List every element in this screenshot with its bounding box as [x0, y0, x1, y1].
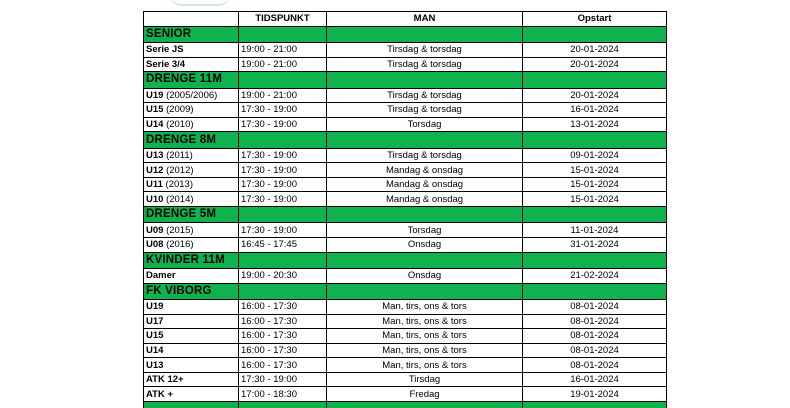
start-date-cell: 15-01-2024 [523, 163, 667, 178]
time-cell: 19:00 - 21:00 [239, 88, 327, 103]
table-row [144, 148, 667, 163]
start-date-cell: 20-01-2024 [523, 88, 667, 103]
team-cell [144, 314, 239, 329]
next-section-row-partial [144, 401, 667, 408]
team-cell [144, 238, 239, 253]
days-cell: Man, tirs, ons & tors [327, 329, 523, 344]
team-cell [144, 329, 239, 344]
team-cell [144, 358, 239, 373]
table-row [144, 88, 667, 103]
team-cell [144, 148, 239, 163]
team-name: Serie JS [146, 44, 184, 56]
start-date-cell: 16-01-2024 [523, 372, 667, 387]
table-row [144, 57, 667, 72]
section-fill-cell [523, 283, 667, 300]
section-header-row [144, 72, 667, 89]
time-cell: 17:30 - 19:00 [239, 117, 327, 132]
team-cell [144, 269, 239, 284]
start-date-cell: 08-01-2024 [523, 329, 667, 344]
section-fill-cell [327, 252, 523, 269]
start-date-cell: 20-01-2024 [523, 57, 667, 72]
start-date-cell: 31-01-2024 [523, 238, 667, 253]
team-name: U14 [146, 345, 164, 357]
time-cell: 19:00 - 20:30 [239, 269, 327, 284]
section-fill-cell [239, 252, 327, 269]
time-cell: 16:00 - 17:30 [239, 343, 327, 358]
section-fill-cell [239, 72, 327, 89]
team-cell [144, 223, 239, 238]
team-cell [144, 343, 239, 358]
table-row [144, 314, 667, 329]
header-row [144, 12, 667, 27]
section-header-row [144, 252, 667, 269]
days-cell: Tirsdag & torsdag [327, 148, 523, 163]
team-name: U19 [146, 89, 164, 101]
time-cell: 17:30 - 19:00 [239, 192, 327, 207]
table-row [144, 238, 667, 253]
table-row [144, 372, 667, 387]
section-fill-cell [327, 206, 523, 223]
team-cell [144, 372, 239, 387]
table-row [144, 103, 667, 118]
team-name: U10 [146, 193, 164, 205]
start-date-cell: 21-02-2024 [523, 269, 667, 284]
team-birth-year: (2016) [163, 239, 194, 251]
team-birth-year: (2010) [163, 119, 194, 130]
start-date-cell: 19-01-2024 [523, 387, 667, 402]
team-cell [144, 117, 239, 132]
team-cell [144, 192, 239, 207]
time-cell: 16:00 - 17:30 [239, 300, 327, 315]
section-fill-cell [523, 132, 667, 149]
section-fill-cell [523, 252, 667, 269]
table-row [144, 343, 667, 358]
section-fill-cell [239, 132, 327, 149]
time-cell: 17:30 - 19:00 [239, 103, 327, 118]
start-date-cell: 08-01-2024 [523, 314, 667, 329]
days-cell: Tirsdag & torsdag [327, 88, 523, 103]
schedule-body [144, 26, 667, 408]
time-cell: 17:30 - 19:00 [239, 163, 327, 178]
section-fill-cell [239, 206, 327, 223]
days-cell: Man, tirs, ons & tors [327, 300, 523, 315]
team-cell [144, 57, 239, 72]
days-cell: Mandag & onsdag [327, 163, 523, 178]
table-row [144, 300, 667, 315]
team-cell [144, 163, 239, 178]
training-schedule-table [143, 11, 667, 408]
time-cell: 16:00 - 17:30 [239, 358, 327, 373]
section-title: DRENGE 11M [144, 72, 239, 89]
team-name: U15 [146, 330, 164, 342]
days-cell: Torsdag [327, 117, 523, 132]
team-birth-year: (2012) [163, 164, 194, 176]
table-row [144, 192, 667, 207]
team-name: ATK 12+ [146, 374, 184, 386]
team-cell [144, 300, 239, 315]
team-name: U11 [146, 179, 163, 191]
time-cell: 17:30 - 19:00 [239, 148, 327, 163]
section-fill-cell [239, 283, 327, 300]
days-cell: Torsdag [327, 223, 523, 238]
team-name: Serie 3/4 [146, 58, 186, 70]
days-cell: Tirsdag & torsdag [327, 103, 523, 118]
section-title: DRENGE 8M [144, 132, 239, 149]
table-row [144, 329, 667, 344]
team-name: U08 [146, 239, 164, 251]
start-date-cell: 20-01-2024 [523, 43, 667, 58]
table-row [144, 43, 667, 58]
section-title: DRENGE 5M [144, 206, 239, 223]
days-cell: Tirsdag & torsdag [327, 43, 523, 58]
section-fill-cell [327, 132, 523, 149]
team-cell [144, 88, 239, 103]
time-cell: 19:00 - 21:00 [239, 43, 327, 58]
section-fill-cell [239, 401, 327, 408]
team-birth-year: (2009) [163, 104, 194, 116]
start-date-cell: 15-01-2024 [523, 177, 667, 192]
start-date-cell: 16-01-2024 [523, 103, 667, 118]
section-fill-cell [327, 72, 523, 89]
header-team [144, 12, 239, 27]
section-title: SENIOR [144, 26, 239, 43]
section-fill-cell [144, 401, 239, 408]
logo-arc-decoration [170, 0, 230, 6]
section-header-row [144, 132, 667, 149]
start-date-cell: 08-01-2024 [523, 343, 667, 358]
start-date-cell: 11-01-2024 [523, 223, 667, 238]
days-cell: Onsdag [327, 269, 523, 284]
start-date-cell: 08-01-2024 [523, 358, 667, 373]
time-cell: 17:30 - 19:00 [239, 372, 327, 387]
header-start: Opstart [523, 12, 667, 27]
time-cell: 16:45 - 17:45 [239, 238, 327, 253]
team-cell [144, 177, 239, 192]
days-cell: Tirsdag & torsdag [327, 57, 523, 72]
team-cell [144, 387, 239, 402]
team-birth-year: (2014) [163, 193, 194, 205]
section-fill-cell [239, 26, 327, 43]
time-cell: 19:00 - 21:00 [239, 57, 327, 72]
team-name: U09 [146, 224, 164, 236]
section-header-row [144, 26, 667, 43]
time-cell: 16:00 - 17:30 [239, 314, 327, 329]
team-birth-year: (2011) [163, 150, 193, 162]
header-days: MAN [327, 12, 523, 27]
section-fill-cell [327, 283, 523, 300]
section-fill-cell [327, 401, 523, 408]
days-cell: Man, tirs, ons & tors [327, 358, 523, 373]
days-cell: Man, tirs, ons & tors [327, 343, 523, 358]
table-row [144, 163, 667, 178]
team-name: Damer [146, 270, 176, 282]
days-cell: Tirsdag [327, 372, 523, 387]
days-cell: Onsdag [327, 238, 523, 253]
table-row [144, 387, 667, 402]
table-row [144, 358, 667, 373]
time-cell: 17:30 - 19:00 [239, 223, 327, 238]
days-cell: Man, tirs, ons & tors [327, 314, 523, 329]
section-fill-cell [523, 401, 667, 408]
section-fill-cell [327, 26, 523, 43]
time-cell: 16:00 - 17:30 [239, 329, 327, 344]
team-name: U19 [146, 301, 164, 313]
table-row [144, 223, 667, 238]
days-cell: Mandag & onsdag [327, 192, 523, 207]
start-date-cell: 13-01-2024 [523, 117, 667, 132]
time-cell: 17:30 - 19:00 [239, 177, 327, 192]
section-fill-cell [523, 26, 667, 43]
start-date-cell: 15-01-2024 [523, 192, 667, 207]
section-title: FK VIBORG [144, 283, 239, 300]
start-date-cell: 08-01-2024 [523, 300, 667, 315]
section-fill-cell [523, 206, 667, 223]
team-cell [144, 43, 239, 58]
team-name: U13 [146, 359, 164, 371]
team-name: ATK + [146, 388, 174, 400]
start-date-cell: 09-01-2024 [523, 148, 667, 163]
team-name: U17 [146, 315, 164, 327]
team-name: U15 [146, 104, 164, 116]
section-header-row [144, 206, 667, 223]
team-birth-year: (2013) [162, 179, 194, 191]
time-cell: 17:00 - 18:30 [239, 387, 327, 402]
table-row [144, 269, 667, 284]
table-row [144, 117, 667, 132]
team-birth-year: (2015) [163, 224, 194, 236]
section-title: KVINDER 11M [144, 252, 239, 269]
table-row [144, 177, 667, 192]
team-birth-year: (2005/2006) [163, 89, 218, 101]
team-name: U12 [146, 164, 164, 176]
team-name: U14 [146, 119, 164, 130]
team-name: U13 [146, 150, 164, 162]
section-header-row [144, 283, 667, 300]
days-cell: Fredag [327, 387, 523, 402]
section-fill-cell [523, 72, 667, 89]
days-cell: Mandag & onsdag [327, 177, 523, 192]
header-time: TIDSPUNKT [239, 12, 327, 27]
team-cell [144, 103, 239, 118]
